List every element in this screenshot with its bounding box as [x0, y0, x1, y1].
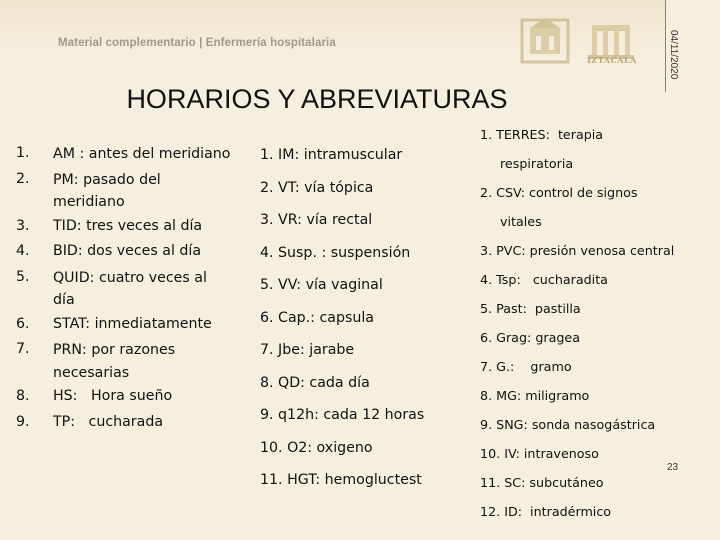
- list-item: [16, 167, 236, 214]
- slide-title: HORARIOS Y ABREVIATURAS: [126, 84, 508, 114]
- iztacala-logo-text: IZTACALA: [587, 55, 637, 65]
- list-item: 5. VV: vía vaginal: [260, 277, 383, 293]
- list-item: 8. MG: miligramo: [480, 388, 590, 403]
- item-number: 1.: [16, 145, 30, 161]
- item-number: 7.: [16, 341, 30, 357]
- list-item-continuation: respiratoria: [500, 156, 574, 171]
- list-item: 4. Susp. : suspensión: [260, 244, 411, 261]
- item-number: 8.: [16, 388, 30, 404]
- list-item: 9. q12h: cada 12 horas: [260, 407, 425, 423]
- item-text: BID: dos veces al día: [53, 243, 202, 259]
- list-item: [16, 410, 236, 436]
- list-item: 4. Tsp: cucharadita: [480, 272, 608, 287]
- list-item: [16, 141, 236, 167]
- list-column-1: [16, 141, 236, 435]
- list-item: 7. G.: gramo: [480, 359, 572, 374]
- list-item-continuation: vitales: [500, 214, 542, 229]
- list-item: [16, 214, 236, 240]
- list-item: 11. HGT: hemogluctest: [260, 472, 422, 488]
- list-item: 10. O2: oxigeno: [260, 439, 373, 456]
- list-item: 10. IV: intravenoso: [480, 446, 599, 461]
- slide-title-wrap: [0, 84, 720, 115]
- item-number: 2.: [16, 170, 30, 187]
- list-item: 2. CSV: control de signos: [480, 185, 638, 200]
- list-column-2: [260, 141, 465, 499]
- item-number: 6.: [16, 315, 30, 332]
- list-item: 1. TERRES: terapia: [480, 127, 604, 142]
- list-item: [16, 312, 236, 338]
- list-item: 3. VR: vía rectal: [260, 212, 373, 228]
- header-subtitle: Material complementario | Enfermería hospitalaria: [58, 37, 336, 49]
- item-text: TID: tres veces al día: [53, 217, 203, 234]
- list-item: 1. IM: intramuscular: [260, 147, 403, 163]
- list-item: 5. Past: pastilla: [480, 301, 581, 316]
- list-item: 12. ID: intradérmico: [480, 504, 612, 519]
- item-text: QUID: cuatro veces al día: [53, 269, 207, 308]
- list-item: 7. Jbe: jarabe: [260, 342, 355, 358]
- page-number: 23: [667, 462, 679, 473]
- list-item: 11. SC: subcutáneo: [480, 475, 604, 490]
- date-label: 04/11/2020: [668, 30, 679, 80]
- list-item: [16, 384, 236, 410]
- item-text: AM : antes del meridiano: [53, 146, 231, 162]
- list-item: 3. PVC: presión venosa central: [480, 243, 675, 258]
- list-item: 6. Grag: gragea: [480, 330, 581, 345]
- list-item: [16, 265, 236, 312]
- list-item: [16, 239, 236, 265]
- list-item: 2. VT: vía tópica: [260, 179, 374, 196]
- item-number: 9.: [16, 413, 30, 430]
- item-text: STAT: inmediatamente: [53, 315, 212, 332]
- item-number: 3.: [16, 217, 30, 234]
- list-item: 8. QD: cada día: [260, 374, 370, 391]
- list-item: 6. Cap.: capsula: [260, 309, 374, 326]
- header-divider: [665, 0, 666, 92]
- item-number: 4.: [16, 243, 30, 259]
- item-text: PRN: por razones necesarias: [53, 342, 176, 381]
- unam-logo: [520, 14, 570, 68]
- item-text: PM: pasado del meridiano: [53, 171, 161, 210]
- list-item: [16, 337, 236, 384]
- item-text: TP: cucharada: [53, 413, 164, 430]
- item-number: 5.: [16, 268, 30, 285]
- list-item: 9. SNG: sonda nasogástrica: [480, 417, 656, 432]
- item-text: HS: Hora sueño: [53, 388, 173, 404]
